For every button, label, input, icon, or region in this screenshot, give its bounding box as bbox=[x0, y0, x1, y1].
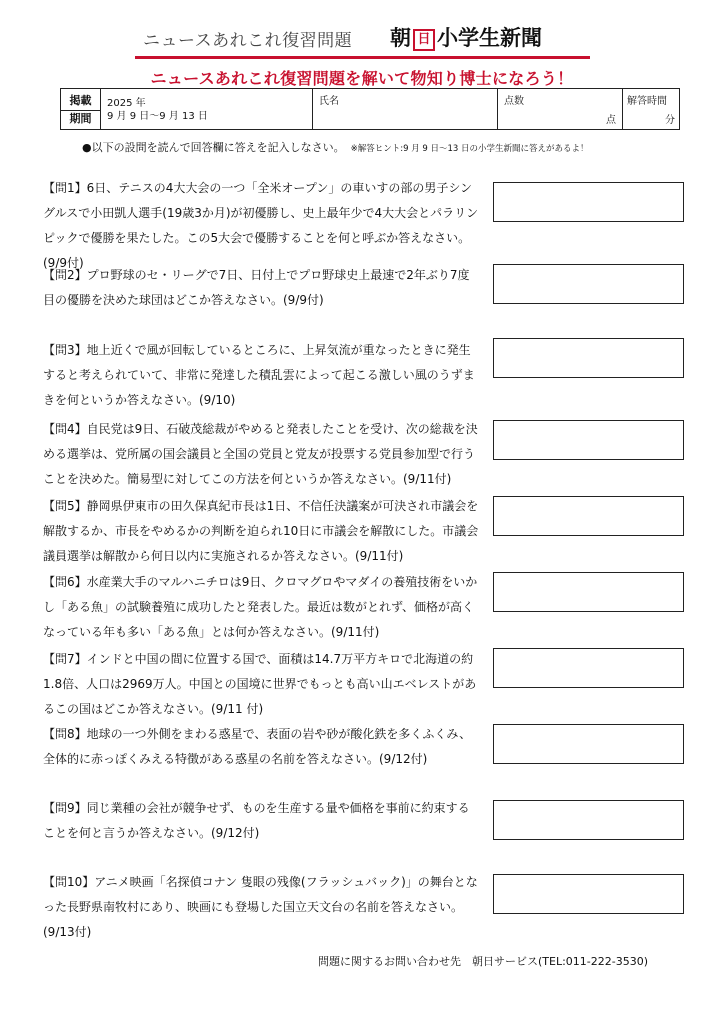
question-text: インドと中国の間に位置する国で、面積は14.7万平方キロで北海道の約1.8倍、人口は2969万人。中国との国境に世界でもっとも高い山エベレストがあるこの国はどこか答えなさい。(9/11 付) bbox=[43, 652, 477, 716]
time-unit: 分 bbox=[665, 115, 675, 126]
question-text: 地球の一つ外側をまわる惑星で、表面の岩や砂が酸化鉄を多くふくみ、全体的に赤っぽくみえる特徴がある惑星の名前を答えなさい。(9/12付) bbox=[43, 727, 472, 766]
question-text: 地上近くで風が回転しているところに、上昇気流が重なったときに発生すると考えられていて、非常に発達した積乱雲によって起こる激しい風のうずまきを何というか答えなさい。(9/10) bbox=[43, 343, 475, 407]
logo-text-pre: 朝 bbox=[390, 26, 411, 50]
period-year: 2025 年 bbox=[107, 98, 146, 109]
time-label: 解答時間 bbox=[627, 96, 667, 107]
contact-info: 問題に関するお問い合わせ先 朝日サービス(TEL:011-222-3530) bbox=[318, 955, 649, 968]
question-text: 自民党は9日、石破茂総裁がやめると発表したことを受け、次の総裁を決める選挙は、党所属の国会議員と全国の党員と党友が投票する党員参加型で行うことを決めた。簡易型に対してこの方法を何というか答えなさい。(9/11付) bbox=[43, 422, 478, 486]
question-number: 【問7】 bbox=[43, 652, 87, 666]
name-label: 氏名 bbox=[319, 96, 339, 107]
instructions-hint: ※解答ヒント:9 月 9 日～13 日の小学生新聞に答えがあるよ！ bbox=[350, 144, 589, 154]
question-number: 【問3】 bbox=[43, 343, 87, 357]
answer-box-7[interactable] bbox=[493, 648, 684, 688]
question-number: 【問6】 bbox=[43, 575, 87, 589]
answer-box-9[interactable] bbox=[493, 800, 684, 840]
score-label: 点数 bbox=[504, 96, 524, 107]
question-text: 静岡県伊東市の田久保真紀市長は1日、不信任決議案が可決され市議会を解散するか、市長をやめるかの判断を迫られ10日に市議会を解散にした。市議会議員選挙は解散から何日以内に実施されるか答えなさい。(9/11付) bbox=[43, 499, 479, 563]
publication-period-label bbox=[61, 89, 101, 129]
worksheet-subtitle: ニュースあれこれ復習問題を解いて物知り博士になろう！ bbox=[150, 69, 574, 88]
instructions bbox=[82, 139, 589, 155]
question-text: プロ野球のセ・リーグで7日、日付上でプロ野球史上最速で2年ぶり7度目の優勝を決めた球団はどこか答えなさい。(9/9付) bbox=[43, 268, 470, 307]
answer-box-5[interactable] bbox=[493, 496, 684, 536]
question-9 bbox=[43, 796, 479, 846]
question-3 bbox=[43, 338, 479, 413]
worksheet-title: ニュースあれこれ復習問題 bbox=[143, 31, 353, 51]
info-table bbox=[60, 88, 680, 130]
answer-box-4[interactable] bbox=[493, 420, 684, 460]
question-6 bbox=[43, 570, 479, 645]
question-2 bbox=[43, 263, 479, 313]
question-number: 【問9】 bbox=[43, 801, 87, 815]
question-5 bbox=[43, 494, 479, 569]
publication-period bbox=[101, 89, 313, 129]
period-range: 9 月 9 日～9 月 13 日 bbox=[107, 111, 208, 122]
instructions-main: ●以下の設問を読んで回答欄に答えを記入しなさい。 bbox=[82, 141, 345, 154]
question-number: 【問8】 bbox=[43, 727, 87, 741]
question-text: 6日、テニスの4大大会の一つ「全米オープン」の車いすの部の男子シングルスで小田凱人選手(19歳3か月)が初優勝し、史上最年少で4大大会とパラリンピックで優勝を果たした。この5大会で優勝することを何と呼ぶか答えなさい。(9/9付) bbox=[43, 181, 479, 270]
answer-box-8[interactable] bbox=[493, 724, 684, 764]
question-4 bbox=[43, 417, 479, 492]
question-number: 【問5】 bbox=[43, 499, 87, 513]
newspaper-logo bbox=[390, 22, 542, 52]
answer-box-10[interactable] bbox=[493, 874, 684, 914]
question-number: 【問2】 bbox=[43, 268, 87, 282]
answer-box-2[interactable] bbox=[493, 264, 684, 304]
question-text: 水産業大手のマルハニチロは9日、クロマグロやマダイの養殖技術をいかし「ある魚」の試験養殖に成功したと発表した。最近は数がとれず、価格が高くなっている年も多い「ある魚」とは何か答えなさい。(9/11付) bbox=[43, 575, 478, 639]
answer-time-field[interactable] bbox=[623, 89, 681, 129]
logo-text-post: 小学生新聞 bbox=[437, 26, 542, 50]
answer-box-6[interactable] bbox=[493, 572, 684, 612]
score-field[interactable] bbox=[498, 89, 623, 129]
question-1 bbox=[43, 176, 479, 276]
question-text: アニメ映画「名探偵コナン 隻眼の残像(フラッシュバック)」の舞台となった長野県南牧村にあり、映画にも登場した国立天文台の名前を答えなさい。(9/13付) bbox=[43, 875, 478, 939]
header-divider bbox=[135, 56, 590, 59]
score-unit: 点 bbox=[606, 115, 616, 126]
question-number: 【問4】 bbox=[43, 422, 87, 436]
name-field[interactable] bbox=[313, 89, 498, 129]
question-number: 【問1】 bbox=[43, 181, 87, 195]
question-10 bbox=[43, 870, 479, 945]
answer-box-3[interactable] bbox=[493, 338, 684, 378]
label-top: 掲載 bbox=[69, 94, 92, 107]
question-8 bbox=[43, 722, 479, 772]
question-7 bbox=[43, 647, 479, 722]
answer-box-1[interactable] bbox=[493, 182, 684, 222]
question-text: 同じ業種の会社が競争せず、ものを生産する量や価格を事前に約束することを何と言うか答えなさい。(9/12付) bbox=[43, 801, 470, 840]
question-number: 【問10】 bbox=[43, 875, 95, 889]
logo-mark: 日 bbox=[413, 29, 435, 51]
label-bottom: 期間 bbox=[61, 110, 100, 127]
